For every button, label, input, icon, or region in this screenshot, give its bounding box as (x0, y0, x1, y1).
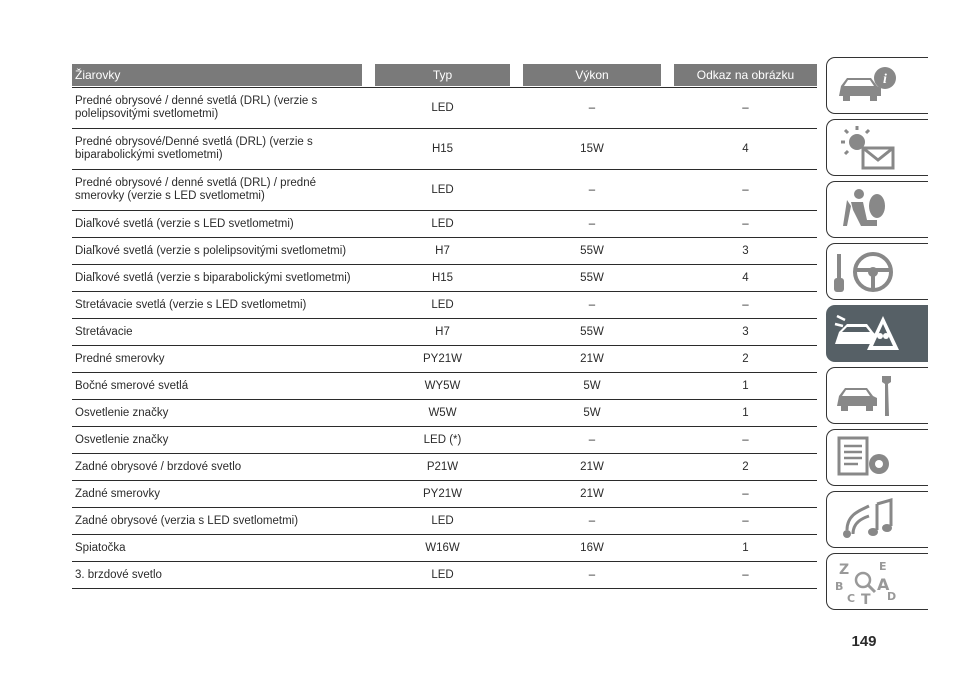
header-bulbs: Žiarovky (72, 64, 362, 86)
bulb-type: P21W (426, 461, 459, 473)
bulb-type: WY5W (424, 380, 461, 392)
bulb-type: H15 (431, 272, 454, 284)
tab-technical-data[interactable] (826, 429, 928, 486)
bulb-power: 21W (580, 353, 604, 365)
figure-reference: – (742, 299, 749, 311)
bulb-name (75, 481, 365, 507)
table-row (72, 535, 817, 562)
bulb-type: LED (431, 184, 454, 196)
bulb-name-line: Osvetlenie značky (75, 433, 169, 446)
figure-reference: 4 (742, 272, 749, 284)
tab-maintenance[interactable] (826, 367, 928, 424)
bulb-name (75, 373, 365, 399)
figure-reference: 2 (742, 353, 749, 365)
index-letter: E (879, 560, 887, 573)
bulb-power: 15W (580, 143, 604, 155)
bulb-name-line: Zadné obrysové / brzdové svetlo (75, 460, 242, 473)
bulb-type: LED (431, 299, 454, 311)
bulb-type: LED (431, 569, 454, 581)
figure-reference: – (742, 434, 749, 446)
tab-multimedia[interactable] (826, 491, 928, 548)
table-row (72, 170, 817, 211)
tab-index[interactable] (826, 553, 928, 610)
bulb-name (75, 88, 365, 128)
table-row (72, 319, 817, 346)
figure-reference: – (742, 184, 749, 196)
bulb-name-line: Diaľkové svetlá (verzie s biparabolickými svetlometmi) (75, 271, 351, 284)
key-steering-wheel-icon (833, 248, 899, 296)
bulb-type: PY21W (423, 488, 462, 500)
figure-reference: 3 (742, 245, 749, 257)
seat-airbag-icon (833, 186, 899, 234)
index-letter: T (861, 592, 871, 606)
car-maintenance-icon (833, 372, 899, 420)
bulb-power: 21W (580, 488, 604, 500)
bulb-name (75, 238, 365, 264)
table-row (72, 373, 817, 400)
bulb-power: 21W (580, 461, 604, 473)
table-row (72, 211, 817, 238)
bulb-name (75, 346, 365, 372)
table-row (72, 265, 817, 292)
table-row (72, 129, 817, 170)
figure-reference: 4 (742, 143, 749, 155)
table-row (72, 454, 817, 481)
header-power: Výkon (523, 64, 661, 86)
table-row (72, 508, 817, 535)
svg-text:i: i (883, 72, 887, 87)
header-type: Typ (375, 64, 510, 86)
figure-reference: 1 (742, 380, 749, 392)
bulb-type: LED (431, 218, 454, 230)
bulb-type: H7 (435, 245, 450, 257)
alphabetical-index-icon (833, 558, 899, 606)
table-row (72, 292, 817, 319)
bulb-power: – (588, 299, 596, 311)
bulb-name (75, 292, 365, 318)
figure-reference: 1 (742, 542, 749, 554)
table-row (72, 238, 817, 265)
bulb-name-line: biparabolickými svetlometmi) (75, 149, 223, 161)
table-row (72, 481, 817, 508)
bulb-type: LED (431, 102, 454, 114)
figure-reference: – (742, 569, 749, 581)
bulb-name-line: Spiatočka (75, 541, 126, 554)
table-row (72, 346, 817, 373)
bulb-name (75, 129, 365, 169)
bulb-name (75, 427, 365, 453)
table-row (72, 400, 817, 427)
bulb-name (75, 508, 365, 534)
bulb-power: – (588, 102, 596, 114)
index-letter: C (847, 592, 856, 605)
bulb-type: PY21W (423, 353, 462, 365)
table-row (72, 562, 817, 589)
bulb-name (75, 265, 365, 291)
table-row (72, 427, 817, 454)
header-reference: Odkaz na obrázku (674, 64, 817, 86)
figure-reference: 1 (742, 407, 749, 419)
bulb-name (75, 454, 365, 480)
index-letter: B (835, 580, 844, 593)
bulb-name-line: 3. brzdové svetlo (75, 568, 162, 581)
bulb-type: LED (431, 515, 454, 527)
tab-starting-driving[interactable] (826, 243, 928, 300)
bulb-power: – (588, 218, 596, 230)
bulb-name-line: Bočné smerové svetlá (75, 379, 189, 392)
bulb-name-line: Predné obrysové / denné svetlá (DRL) (verzie s (75, 95, 318, 107)
figure-reference: 3 (742, 326, 749, 338)
bulb-power: 5W (583, 380, 601, 392)
index-letter: Z (839, 562, 850, 578)
bulb-name-line: Diaľkové svetlá (verzie s LED svetlometmi) (75, 217, 294, 230)
bulb-name-line: Predné obrysové / denné svetlá (DRL) / predné (75, 177, 316, 189)
figure-reference: – (742, 218, 749, 230)
page-number: 149 (851, 633, 877, 650)
figure-reference: – (742, 488, 749, 500)
bulb-name (75, 562, 365, 588)
bulb-power: 55W (580, 245, 604, 257)
bulb-power: 16W (580, 542, 604, 554)
tab-safety[interactable] (826, 181, 928, 238)
bulb-power: – (588, 184, 596, 196)
bulb-name (75, 400, 365, 426)
bulb-name (75, 170, 365, 210)
table-body (72, 88, 817, 589)
bulb-type: W5W (428, 407, 457, 419)
bulb-name-line: Predné smerovky (75, 352, 165, 365)
index-letter: A (877, 575, 890, 594)
bulb-power: – (588, 434, 596, 446)
figure-reference: – (742, 515, 749, 527)
bulb-name-line: polelipsovitými svetlometmi) (75, 108, 219, 120)
warning-lights-message-icon (833, 124, 899, 172)
tab-emergency[interactable] (826, 305, 928, 362)
bulb-power: 5W (583, 407, 601, 419)
bulb-name-line: Stretávacie svetlá (verzie s LED svetlometmi) (75, 298, 307, 311)
bulb-type: H15 (431, 143, 454, 155)
figure-reference: – (742, 102, 749, 114)
bulb-type: H7 (435, 326, 450, 338)
multimedia-icon (833, 496, 899, 544)
bulb-name-line: Stretávacie (75, 325, 133, 338)
tab-warning-lights[interactable] (826, 119, 928, 176)
bulb-type: W16W (425, 542, 460, 554)
bulb-type: LED (*) (423, 434, 462, 446)
bulb-name-line: Osvetlenie značky (75, 406, 169, 419)
bulb-power: – (588, 515, 596, 527)
bulb-name-line: smerovky (verzie s LED svetlometmi) (75, 190, 265, 202)
bulb-name (75, 211, 365, 237)
technical-data-icon (833, 434, 899, 482)
tab-car-info[interactable] (826, 57, 928, 114)
figure-reference: 2 (742, 461, 749, 473)
bulb-name-line: Zadné smerovky (75, 487, 161, 500)
bulb-power: 55W (580, 326, 604, 338)
table-row (72, 88, 817, 129)
bulb-name-line: Diaľkové svetlá (verzie s polelipsovitými svetlometmi) (75, 244, 347, 257)
index-letter: D (887, 590, 897, 603)
bulb-power: – (588, 569, 596, 581)
car-info-icon (833, 62, 899, 110)
bulb-name (75, 319, 365, 345)
bulb-name-line: Predné obrysové/Denné svetlá (DRL) (verzie s (75, 136, 313, 148)
table-header (72, 64, 817, 86)
bulb-name-line: Zadné obrysové (verzia s LED svetlometmi) (75, 514, 299, 527)
bulb-name (75, 535, 365, 561)
bulb-table (72, 64, 817, 581)
bulb-power: 55W (580, 272, 604, 284)
breakdown-warning-icon (833, 310, 899, 358)
